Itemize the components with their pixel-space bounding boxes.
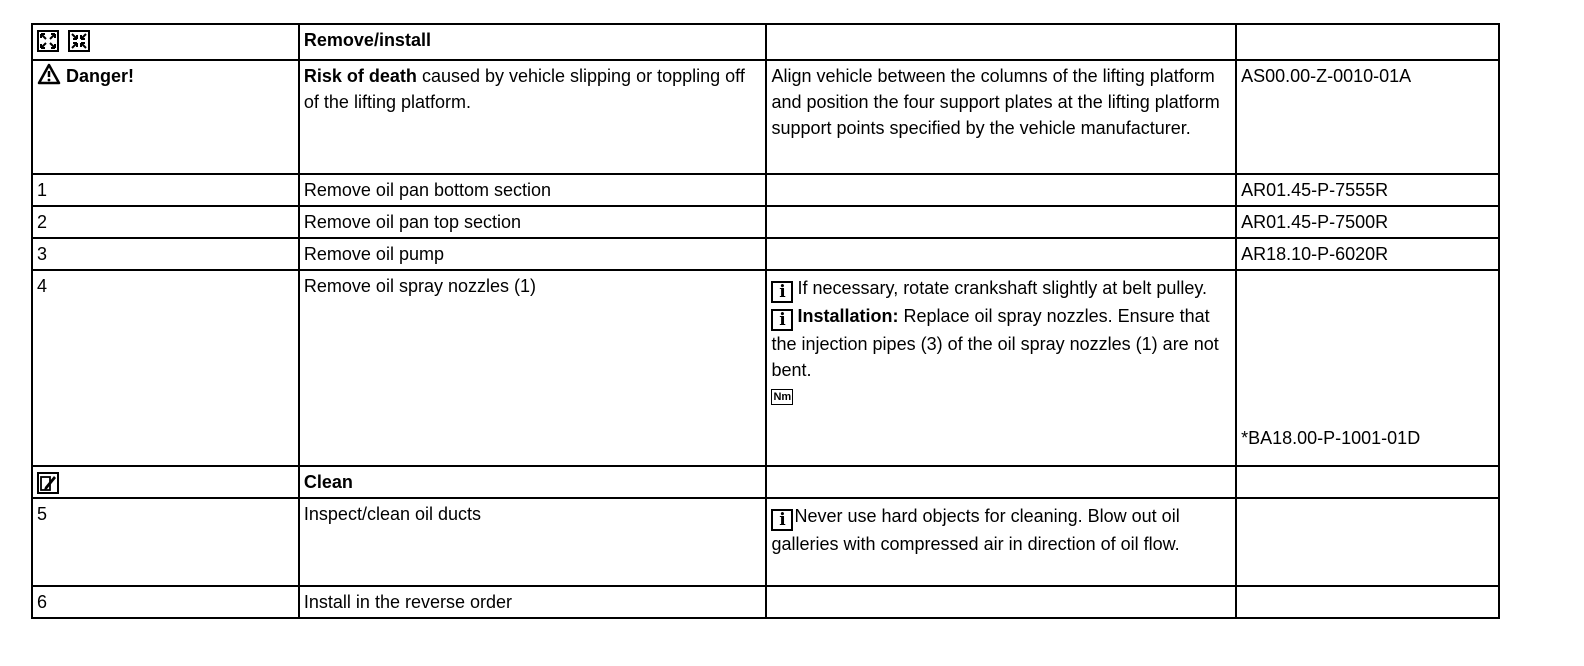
note-text: Replace oil spray nozzles. Ensure that the injection pipes (3) of the oil spray nozzles (1) are not bent. (771, 306, 1219, 380)
step-notes (766, 270, 1236, 466)
table-row (32, 60, 1499, 174)
note-bold: Installation: (797, 306, 899, 326)
danger-label: Danger! (66, 66, 135, 86)
step-text: Remove oil pan bottom section (299, 174, 767, 206)
note-text: Never use hard objects for cleaning. Blow out oil galleries with compressed air in direction of oil flow. (771, 506, 1180, 554)
warning-triangle-icon (37, 63, 61, 85)
note-info (771, 275, 1230, 303)
step-ref-link[interactable]: AR18.10-P-6020R (1236, 238, 1499, 270)
step-number: 5 (32, 498, 299, 586)
step-text: Inspect/clean oil ducts (299, 498, 767, 586)
clean-icon-cell (32, 466, 299, 498)
step-number: 3 (32, 238, 299, 270)
procedure-table (31, 23, 1500, 619)
info-icon: i (771, 309, 793, 331)
step-number: 2 (32, 206, 299, 238)
step-text: Remove oil pan top section (299, 206, 767, 238)
table-row (32, 498, 1499, 586)
step-text: Install in the reverse order (299, 586, 767, 618)
step-ref-link[interactable]: AR01.45-P-7555R (1236, 174, 1499, 206)
collapse-icon[interactable] (68, 30, 90, 52)
risk-bold: Risk of death (303, 66, 417, 86)
step-number: 4 (32, 270, 299, 466)
header-icons-cell (32, 24, 299, 60)
table-row (32, 270, 1499, 466)
step-ref-link[interactable]: AR01.45-P-7500R (1236, 206, 1499, 238)
table-row (32, 586, 1499, 618)
step-ref-link[interactable] (1236, 270, 1499, 466)
table-row (32, 174, 1499, 206)
step-notes (766, 498, 1236, 586)
section-title: Clean (299, 466, 767, 498)
table-row (32, 206, 1499, 238)
edit-clean-icon (37, 472, 59, 494)
danger-measure: Align vehicle between the columns of the lifting platform and position the four support plates at the lifting platform support points specified by the vehicle manufacturer. (766, 60, 1236, 174)
table-row (32, 24, 1499, 60)
note-installation (771, 303, 1230, 383)
step-number: 6 (32, 586, 299, 618)
step-ref-text[interactable]: *BA18.00-P-1001-01D (1241, 428, 1421, 448)
torque-nm-icon[interactable]: Nm (773, 391, 792, 403)
table-row (32, 466, 1499, 498)
note-text: If necessary, rotate crankshaft slightly at belt pulley. (797, 278, 1208, 298)
step-number: 1 (32, 174, 299, 206)
info-icon: i (771, 509, 793, 531)
danger-risk-cell (299, 60, 767, 174)
expand-icon[interactable] (37, 30, 59, 52)
step-text: Remove oil pump (299, 238, 767, 270)
danger-cell (32, 60, 299, 174)
header-title: Remove/install (299, 24, 767, 60)
step-text: Remove oil spray nozzles (1) (299, 270, 767, 466)
info-icon: i (771, 281, 793, 303)
danger-ref-link[interactable]: AS00.00-Z-0010-01A (1236, 60, 1499, 174)
table-row (32, 238, 1499, 270)
risk-text: caused by vehicle slipping or toppling off of the lifting platform. (303, 66, 745, 112)
